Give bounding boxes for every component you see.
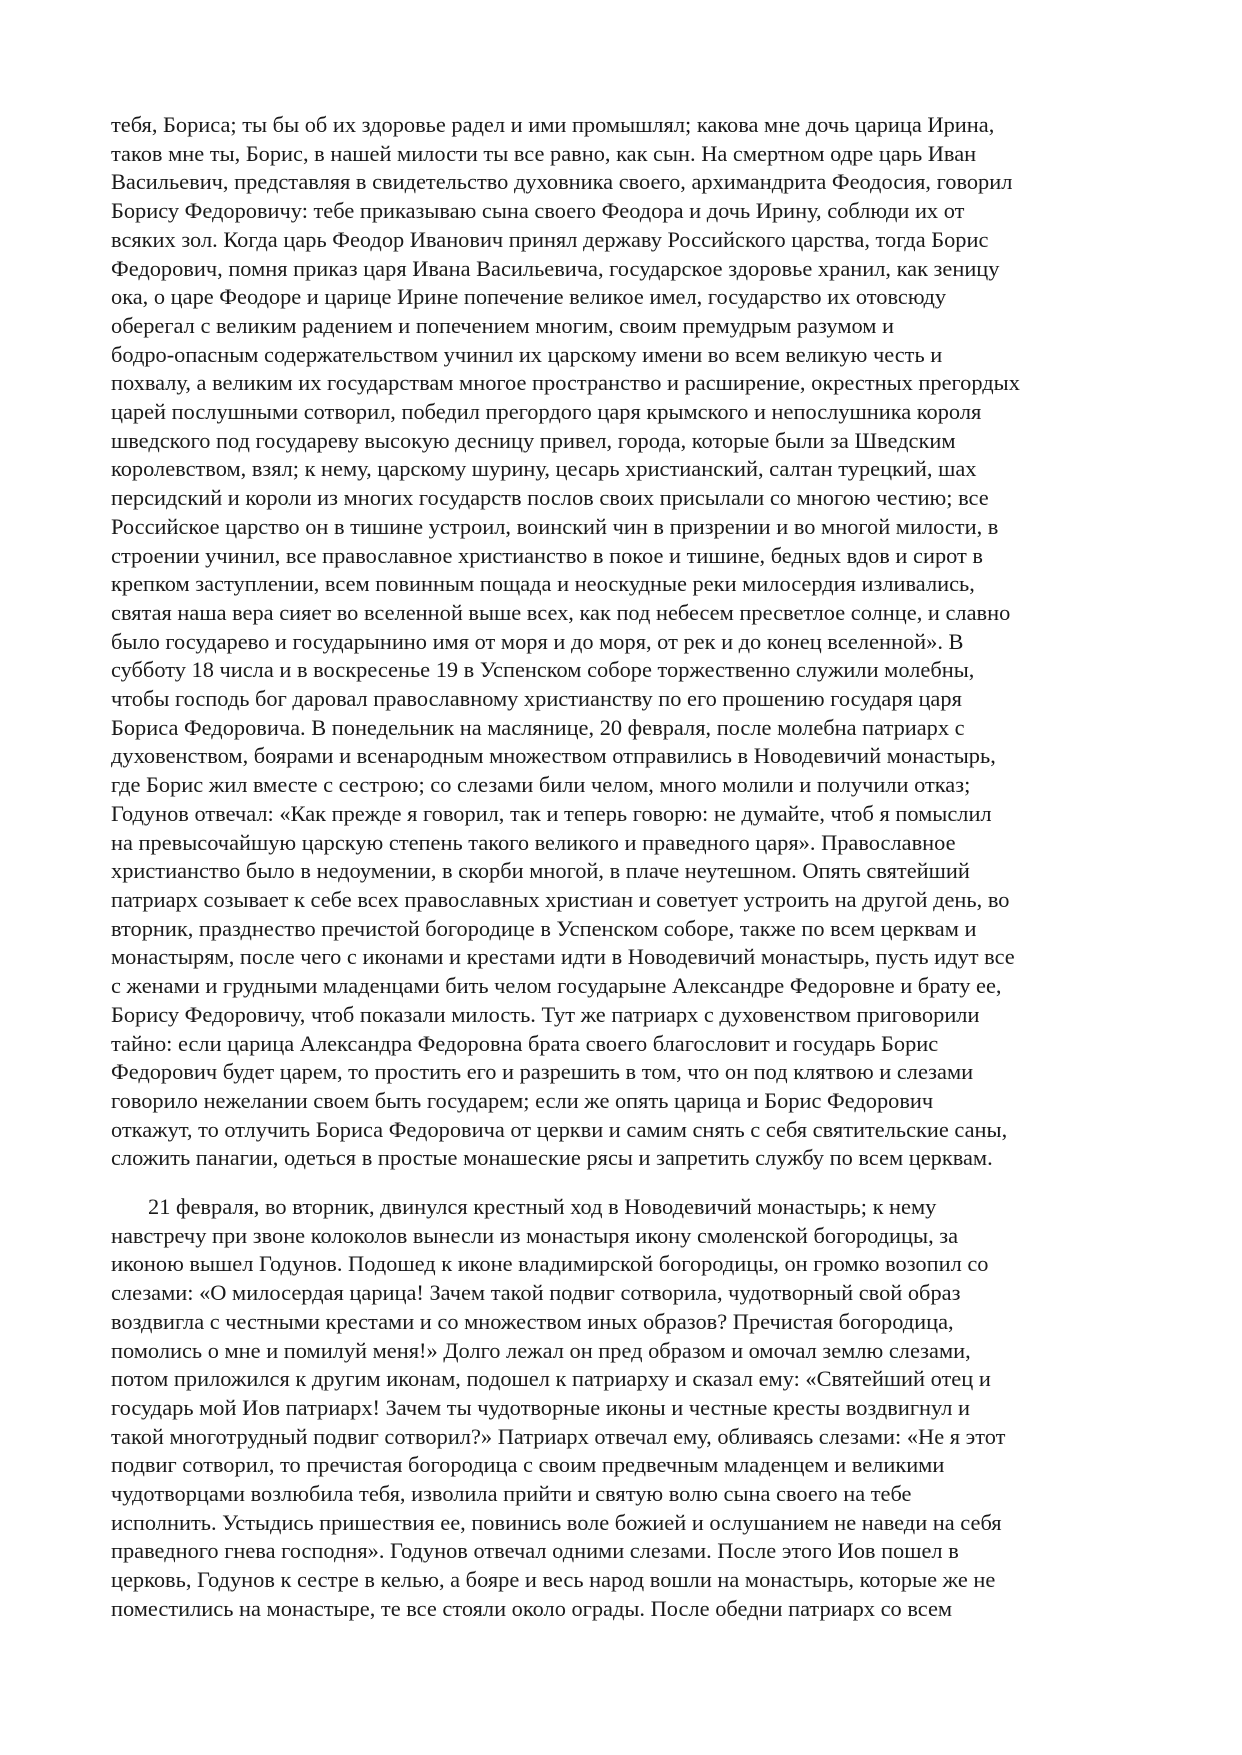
text-line: было государево и государынино имя от моря и до моря, от рек и до конец вселенной». В (111, 628, 964, 654)
text-line: Годунов отвечал: «Как прежде я говорил, так и теперь говорю: не думайте, чтоб я помыслил (111, 800, 992, 826)
text-line: всяких зол. Когда царь Феодор Иванович принял державу Российского царства, тогда Борис (111, 226, 989, 252)
text-line: Федорович будет царем, то простить его и разрешить в том, что он под клятвою и слезами (111, 1059, 974, 1085)
text-line: слезами: «О милосердая царица! Зачем такой подвиг сотворила, чудотворный свой образ (111, 1280, 961, 1306)
text-line: духовенством, боярами и всенародным множеством отправились в Новодевичий монастырь, (111, 743, 996, 769)
text-line: оберегал с великим радением и попечением многим, своим премудрым разумом и (111, 312, 895, 338)
text-line: Борису Федоровичу: тебе приказываю сына своего Феодора и дочь Ирину, соблюди их от (111, 198, 965, 224)
paragraph-1 (111, 111, 1141, 1173)
text-line: на превысочайшую царскую степень такого великого и праведного царя». Православное (111, 829, 956, 855)
text-line: тебя, Бориса; ты бы об их здоровье радел и ими промышлял; какова мне дочь царица Ирина, (111, 112, 995, 137)
text-line: помолись о мне и помилуй меня!» Долго лежал он пред образом и омочал землю слезами, (111, 1337, 971, 1363)
text-line: сложить панагии, одеться в простые монашеские рясы и запретить службу по всем церквам. (111, 1145, 993, 1171)
text-line: похвалу, а великим их государствам многое пространство и расширение, окрестных прегордых (111, 370, 1020, 396)
text-line: исполнить. Устыдись пришествия ее, повинись воле божией и ослушанием не наведи на себя (111, 1509, 1002, 1535)
paragraph-2 (111, 1193, 1141, 1624)
text-line: христианство было в недоумении, в скорби многой, в плаче неутешном. Опять святейший (111, 858, 970, 884)
text-line: поместились на монастыре, те все стояли около ограды. После обедни патриарх со всем (111, 1595, 953, 1621)
text-line: королевством, взял; к нему, царскому шурину, цесарь христианский, салтан турецкий, шах (111, 456, 977, 482)
text-line: где Борис жил вместе с сестрою; со слезами били челом, много молили и получили отказ; (111, 772, 971, 798)
text-line: субботу 18 числа и в воскресенье 19 в Успенском соборе торжественно служили молебны, (111, 657, 975, 683)
text-line: Бориса Федоровича. В понедельник на маслянице, 20 февраля, после молебна патриарх с (111, 714, 965, 740)
text-line: откажут, то отлучить Бориса Федоровича от церкви и самим снять с себя святительские саны, (111, 1116, 1008, 1142)
text-line: монастырям, после чего с иконами и крестами идти в Новодевичий монастырь, пусть идут все (111, 944, 1015, 970)
text-line: царей послушными сотворил, победил прегордого царя крымского и непослушника короля (111, 399, 982, 425)
text-line: чтобы господь бог даровал православному христианству по его прошению государя царя (111, 686, 962, 712)
text-line: подвиг сотворил, то пречистая богородица с своим предвечным младенцем и великими (111, 1452, 945, 1478)
document-page (111, 111, 1141, 1624)
text-line: крепком заступлении, всем повинным пощада и неоскудные реки милосердия изливались, (111, 571, 975, 597)
text-line: вторник, празднество пречистой богородице в Успенском соборе, также по всем церквам и (111, 915, 977, 941)
text-line: навстречу при звоне колоколов вынесли из монастыря икону смоленской богородицы, за (111, 1222, 959, 1248)
text-line: праведного гнева господня». Годунов отвечал одними слезами. После этого Иов пошел в (111, 1538, 959, 1564)
text-line: ока, о царе Феодоре и царице Ирине попечение великое имел, государство их отовсюду (111, 284, 947, 310)
text-line: 21 февраля, во вторник, двинулся крестный ход в Новодевичий монастырь; к нему (148, 1194, 937, 1220)
text-line: воздвигла с честными крестами и со множеством иных образов? Пречистая богородица, (111, 1308, 954, 1334)
text-line: потом приложился к другим иконам, подошел к патриарху и сказал ему: «Святейший отец и (111, 1366, 991, 1392)
text-line: иконою вышел Годунов. Подошед к иконе владимирской богородицы, он громко возопил со (111, 1251, 989, 1277)
text-line: Федорович, помня приказ царя Ивана Васильевича, государское здоровье хранил, как зеницу (111, 255, 1000, 281)
text-line: святая наша вера сияет во вселенной выше всех, как под небесем пресветлое солнце, и славно (111, 599, 1011, 625)
text-line: строении учинил, все православное христианство в покое и тишине, бедных вдов и сирот в (111, 542, 983, 568)
text-line: тайно: если царица Александра Федоровна брата своего благословит и государь Борис (111, 1030, 939, 1056)
text-line: чудотворцами возлюбила тебя, изволила прийти и святую волю сына своего на тебе (111, 1481, 912, 1507)
text-line: церковь, Годунов к сестре в келью, а бояре и весь народ вошли на монастырь, которые же не (111, 1567, 996, 1593)
text-line: шведского под государеву высокую десницу привел, города, которые были за Шведским (111, 427, 956, 453)
text-line: Борису Федоровичу, чтоб показали милость. Тут же патриарх с духовенством приговорили (111, 1001, 980, 1027)
text-line: Васильевич, представляя в свидетельство духовника своего, архимандрита Феодосия, говорил (111, 169, 1013, 195)
text-line: персидский и короли из многих государств послов своих присылали со многою честию; все (111, 485, 989, 511)
text-line: государь мой Иов патриарх! Зачем ты чудотворные иконы и честные кресты воздвигнул и (111, 1394, 970, 1420)
text-line: с женами и грудными младенцами бить челом государыне Александре Федоровне и брату ее, (111, 973, 1002, 999)
text-line: такой многотрудный подвиг сотворил?» Патриарх отвечал ему, обливаясь слезами: «Не я этот (111, 1423, 1006, 1449)
text-line: бодро-опасным содержательством учинил их царскому имени во всем великую честь и (111, 341, 943, 367)
text-line: патриарх созывает к себе всех православных христиан и советует устроить на другой день, во (111, 886, 1010, 912)
text-line: говорило нежелании своем быть государем; если же опять царица и Борис Федорович (111, 1087, 934, 1113)
text-line: Российское царство он в тишине устроил, воинский чин в призрении и во многой милости, в (111, 513, 999, 539)
paragraph-gap (111, 1173, 1141, 1193)
text-line: таков мне ты, Борис, в нашей милости ты все равно, как сын. На смертном одре царь Иван (111, 140, 977, 166)
